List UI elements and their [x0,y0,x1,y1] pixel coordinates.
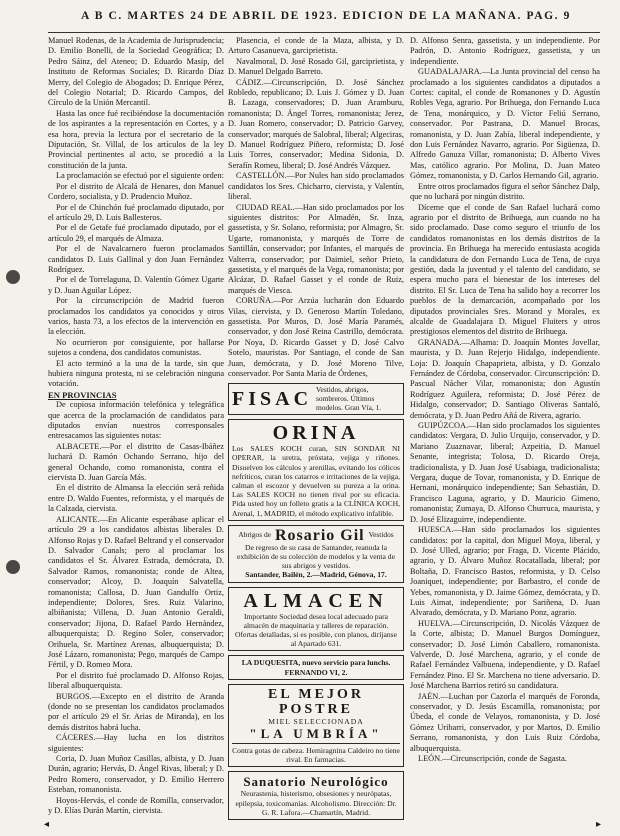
ad-text: Neurastenia, histerismo, obsesiones y neurópatas, epilepsia, toxicomanías. Alcoholismo. Dirección: Dr. G. R. Lafora.—Chamartín, Madrid. [235,789,397,817]
ad-text: Vestidos, abrigos, sombreros. Últimos modelos. Gran Vía, 1. [316,385,382,412]
paragraph: Hasta las once fué recibiéndose la documentación de los aspirantes a la representación en Cortes, y a esa hora, previa la lectura por el secretario de la Diputación, Sr. Villal, de los artículos de la ley Provincial pertinentes al acto, se procedió a la constitución de la junta. [48,108,224,170]
paragraph: CIUDAD REAL.—Han sido proclamados por los siguientes distritos: Por Almadén, Sr. Inza, gassetista, y Sr. Solano, reformista; por Almagro, Sr. Ugarte, romanonista, y marqués de Torre de Santillán, conservador; por Infantes, el marqués de Valterra, conservador; por Daimiel, señor Prieto, gassetista, y el marqués de la Vega, romanonista; por Alcázar, D. Rafael Gasset y el conde de Ruiz, marqués de Viesca. [228,202,404,295]
paragraph: El acto terminó a la una de la tarde, sin que hubiera ninguna protesta, ni se celebración ninguna votación. [48,358,224,389]
advertisement-la-umbria [228,684,404,768]
paragraph: Díceme que el conde de San Rafael luchará como agrario por el distrito de Brihuega, aun cuando no ha sido proclamado. Dase como seguro el triunfo de los candidatos romanonistas en los demás distritos de la provincia. En Brihuega ha merecido entusiasta acogida la candidatura de don Fernando Luca de Tena, de cuya gestión, dada la juventud y el talento del candidato, se espera mucho para el bienestar de los intereses del distrito. El Sr. Luca de Tena ha salido hoy a recorrer los pueblos de la demarcación, acompañado por los diputados provinciales Sres. Morand y Morales, ex alcalde de Guadalajara D. Miguel Fluiters y otros prestigiosos elementos del distrito de Brihuega. [410,202,600,337]
paragraph: Por el de Chinchón fué proclamado diputado, por el artículo 29, D. Luis Ballesteros. [48,202,224,222]
page-masthead: A B C. MARTES 24 DE ABRIL DE 1923. EDICION DE LA MAÑANA. PAG. 9 [81,10,571,22]
corner-mark-icon: ▸ [596,819,602,830]
paragraph: ALICANTE.—En Alicante esperábase aplicar el artículo 29 a los candidatos albistas liberales D. Alfonso Rojas y D. Rafael Beltrand y el conservador D. Salvador Canals; pero al proclamar los candidatos el Sr. Álvarez Estrada, demócrata, D. Salvador Ramos, romanonista; conde de Altea, conservador; Alcoy, D. Joaquín Salvatella, romanonista; Callosa, D. Juan Gandulfo Ortiz, independiente; Dolores, Sres. Ruiz Valarino, albiñanista; Villena, D. Juan Antonio Geraldi, conservador; Jijona, D. Rafael Pardo Hernández, albuquerquista; D. Regino Soler, conservador; Orihuela, Sr. Martínez Arenas, albuquerquista; D. José Lázaro, romanonista; Pego, marqués de Campo Fértil, y D. Romeo Mora. [48,514,224,670]
paragraph: CÁDIZ.—Circunscripción, D. José Sánchez Robledo, republicano; D. Luis J. Gómez y D. Juan B. Lazaga, conservadores; D. Juan Aramburu, romanonista; D. Ángel Torres, romanonista; Jerez, D. Juan Romero, conservador; D. Patricio Garvey, conservador; marqués de Salobral, liberal; Algeciras, D. Manuel Rodríguez Piñero, reformista; D. José Luis Torres, conservador; Medina Sidonia, D. Serafín Romeu, liberal; D. José Andrés Vázquez. [228,77,404,170]
paragraph: Por el de Getafe fué proclamado diputado, por el artículo 29, el marqués de Almaza. [48,223,224,243]
paragraph: En el distrito de Almansa la elección será reñida entre D. Waldo Fuentes, reformista, y el marqués de la Calzada, ciervista. [48,483,224,514]
paragraph: Por el distrito de Alcalá de Henares, don Manuel Cordero, socialista, y D. Prudencio Muñoz. [48,181,224,202]
ad-divider [232,743,400,744]
paragraph: GRANADA.—Alhama: D. Joaquín Montes Jovellar, maurista, y D. Juan Rejerjo Hidalgo, independiente. Loja: D. Joaquín Chapaprieta, albista, y D. Gonzalo Fernández de Córdoba, conservador. Circunscripción: D. Pascual Nácher Vilar, romanonista; don Agustín Rodríguez Aguilera, reformista; D. José Pérez de Hidalgo, conservador; D. Santiago Oliveras Santaló, demócrata, y D. Juan Pedro Añá de Rivera, agrario. [410,337,600,420]
ad-address: Santander, Bailén, 2.—Madrid, Génova, 17. [245,570,387,580]
advertisement-fisac [228,383,404,415]
paragraph: CASTELLÓN.—Por Nules han sido proclamados candidatos los Sres. Chicharro, ciervista, y Valentín, liberal. [228,171,404,202]
ad-subtitle: MIEL SELECCIONADA [268,716,364,726]
paragraph: D. Alfonso Senra, gassetista, y un independiente. Por Padrón, D. Antonio Rodríguez, gassetista, y un independiente. [410,36,600,66]
paragraph: Manuel Rodenas, de la Academia de Jurisprudencia; D. Emilio Bonelli, de la Sociedad Geográfica; D. Pedro Sáinz, del Ateneo; D. Eduardo Masip, del Instituto de Reformas Sociales; D. Ricardo Díaz Merry, del Colegio de Abogados; D. Enrique Pérez, del Colegio Notarial; D. Ricardo Campos, del Círculo de la Unión Mercantil. [48,36,224,108]
paragraph: No ocurrieron por consiguiente, por hallarse sujetos a condena, dos candidatos comunistas. [48,337,224,358]
ad-title: Rosario Gil [274,526,365,544]
binding-hole-mark [6,560,20,574]
paragraph: Por el de Navalcarnero fueron proclamados candidatos D. Luis Gallinal y don Juan Fernández Rodríguez. [48,244,224,274]
ad-text: Contra gotas de cabeza. Hemiragnina Caldeiro no tiene rival. En farmacias. [232,746,400,765]
paragraph: HUESCA.—Han sido proclamados los siguientes candidatos: por la capital, don Miguel Moya, liberal, y D. José Ulled, agrario; por Fraga, D. Vicente Plácido, agrario, y D. Álvaro Muñoz Rocatallada, liberal; por Boltaña, D. Francisco Bastos, reformista, y D. Celso Joaniquet, independiente; por Barbastro, el conde de Yebes, romanonista, y D. Jaime Gómez, demócrata, y D. Luis Aimat, independiente; por Sariñena, D. Juan Alvarado, demócrata, y D. Mariano Ponz, agrario. [410,525,600,618]
paragraph: HUELVA.—Circunscripción, D. Nicolás Vázquez de la Corte, albista; D. Manuel Burgos Domínguez, conservador; D. José Limón Caballero, romanonista. Valverde, D. José Marchena, agrario, y el conde de Rafael Fernández Valbuena, independiente, y D. Rafael Fernández Pino. El Sr. Marchena no tiene adversario. D. José Marchena Barrios retiró su candidatura. [410,618,600,691]
ad-text: LA DUQUESITA, nuevo servicio para lunchs. FERNANDO VI, 2. [241,658,391,677]
ad-text: Importante Sociedad desea local adecuado para almacén de maquinaria y talleres de reparación. Ofertas detalladas, si es posible, con planos, diríjanse al Apartado 631. [235,611,397,649]
advertisement-almacen [228,587,404,652]
corner-mark-icon: ◂ [44,819,50,830]
advertisement-orina [228,419,404,521]
paragraph: BURGOS.—Excepto en el distrito de Aranda (donde no se presentan los candidatos proclamados por el artículo 29 el Sr. Arias de Miranda), en los demás distritos habrá lucha. [48,691,224,732]
binding-hole-mark [6,270,20,284]
ad-brand: "LA UMBRÍA" [249,726,383,742]
advertisement-la-duquesita [228,655,404,679]
ad-side-label: Abrigos de [238,530,271,540]
paragraph: De copiosa información telefónica y telegráfica que acerca de la proclamación de candidatos para diputados envían nuestros corresponsales entresacamos las siguientes notas: [48,400,224,441]
column-2 [228,36,404,826]
ad-text: Los SALES KOCH curan, SIN SONDAR NI OPERAR, la uretra, próstata, vejiga y riñones. Disuelven los cálculos y arenillas, evitando los cólicos nefríticos, curan los catarros e irritaciones de la vejiga, calman el escozor y devuelven su pureza a la orina. Las SALES KOCH no tienen rival por su eficacia. Pida usted hoy un folleto gratis a la CLÍNICA KOCH, Arenal, 1, MADRID, el método explicativo infalible. [232,444,400,518]
column-1 [48,36,224,826]
paragraph: CÁCERES.—Hay lucha en los distritos siguientes: [48,733,224,753]
ad-text: De regreso de su casa de Santander, reanuda la exhibición de su colección de modelos y la venta de sus abrigos y vestidos. [237,542,395,571]
paragraph: LEÓN.—Circunscripción, conde de Sagasta. [418,754,567,764]
ad-title: EL MEJOR POSTRE [268,686,364,717]
advertisement-rosario-gil [228,525,404,583]
advertisement-sanatorio [228,771,404,820]
paragraph: Hoyos-Hervás, el conde de Romilla, conservador, y D. Elías Durán Martín, ciervista. [48,795,224,816]
paragraph: ALBACETE.—Por el distrito de Casas-Ibáñez luchará D. Ramón Ochando Serrano, hijo del general Ochando, como romanonista, contra el ciervista D. Juan García Más. [48,441,224,483]
paragraph: GUIPÚZCOA.—Han sido proclamados los siguientes candidatos: Vergara, D. Julio Urquijo, conservador, y D. Mariano Zuaznavar, liberal; Azpeitia, D. Manuel Senante, integrista; Tolosa, D. Ricardo Oreja, tradicionalista, y D. Juan José Usabiaga, tradicionalista; Vergara, duque de Tovar, romanonista, y D. Enrique de Hernani, monárquico independiente; San Sebastián, D. Francisco Laguna, agrario, y D. Mauricio Gimeno, romanonista; Zumaya, D. Alfonso Churruca, maurista, y D. José Elizaguirre, independiente. [410,421,600,524]
paragraph: Por el distrito fué proclamado D. Alfonso Rojas, liberal albuquerquista. [48,670,224,691]
paragraph: CORUÑA.—Por Arzúa lucharán don Eduardo Vilas, ciervista, y D. Generoso Martín Toledano, gassetista. Por Muros, D. José María Paramés, conservador, y don José Reina Castrillo, demócrata. Por Noya, D. Ricardo Gasset y D. José Calvo Sotelo, mauristas. Por Santiago, el conde de San Juan, demócrata, y D. José Moreno Tilve, conservador. Por Santa María de Órdenes, [228,296,404,378]
ad-title: FISAC [232,388,313,411]
ad-title: Sanatorio Neurológico [243,774,389,790]
paragraph: Entre otros proclamados figura el señor Sánchez Dalp, que no luchará por ningún distrito. [410,181,600,202]
ad-title: ORINA [272,422,360,445]
masthead-rule [48,32,600,33]
paragraph: Por la circunscripción de Madrid fueron proclamados los candidatos ya conocidos y otros varios, hasta 73, a los efectos de la intervención en la elección. [48,296,224,337]
ad-title: ALMACEN [243,589,389,612]
paragraph: JAÉN.—Luchan por Cazorla el marqués de Foronda, conservador, y D. Jesús Escamilla, romanonista; por Úbeda, el conde de Velayos, romanonista, y D. José Gómez Uribarri, conservador, y por Martos, D. Emilio Serrano, romanonista, y don Luis Ruiz Córdoba, albuquerquista. [410,691,600,753]
paragraph: Plasencia, el conde de la Maza, albista, y D. Arturo Casanueva, garciprietista. [228,36,404,56]
paragraph: La proclamación se efectuó por el siguiente orden: [56,171,224,181]
paragraph: GUADALAJARA.—La Junta provincial del censo ha proclamado a los siguientes candidatos a diputados a Cortes: capital, el conde de Romanones y D. Agustín Robles Vega, agrario. Por Brihuega, don Fernando Luca de Tena, monárquico, y D. Víctor Feliú Serrano, conservador. Por Pastrana, D. Manuel Brocas, romanonista, y D. Juan Zabía, liberal independiente, y don Luis Fernández Navarro, agrario. Por Sigüenza, D. Alfredo Ganuza Villar, romanonista; D. Alberto Vives Mas, católico agrario. Por Molina, D. Juan Mateo Gómez, romanonista, y D. Carlos Hernando Gil, agrario. [410,67,600,181]
paragraph: Coria, D. Juan Muñoz Casillas, albista, y D. Juan Durán, agrario; Hervás, D. Ángel Rivas, liberal; y D. Pedro Romero, conservador, y D. Emilio Herrero Esteban, romanonista. [48,754,224,795]
column-3 [410,36,600,826]
paragraph: Navalmoral, D. José Rosado Gil, garciprietista, y D. Manuel Delgado Barreto. [228,56,404,77]
section-heading: EN PROVINCIAS [48,389,117,400]
ad-side-label: Vestidos [368,530,394,540]
paragraph: Por el de Torrelaguna, D. Valentín Gómez Ugarte y D. Juan Aguilar López. [48,275,224,295]
